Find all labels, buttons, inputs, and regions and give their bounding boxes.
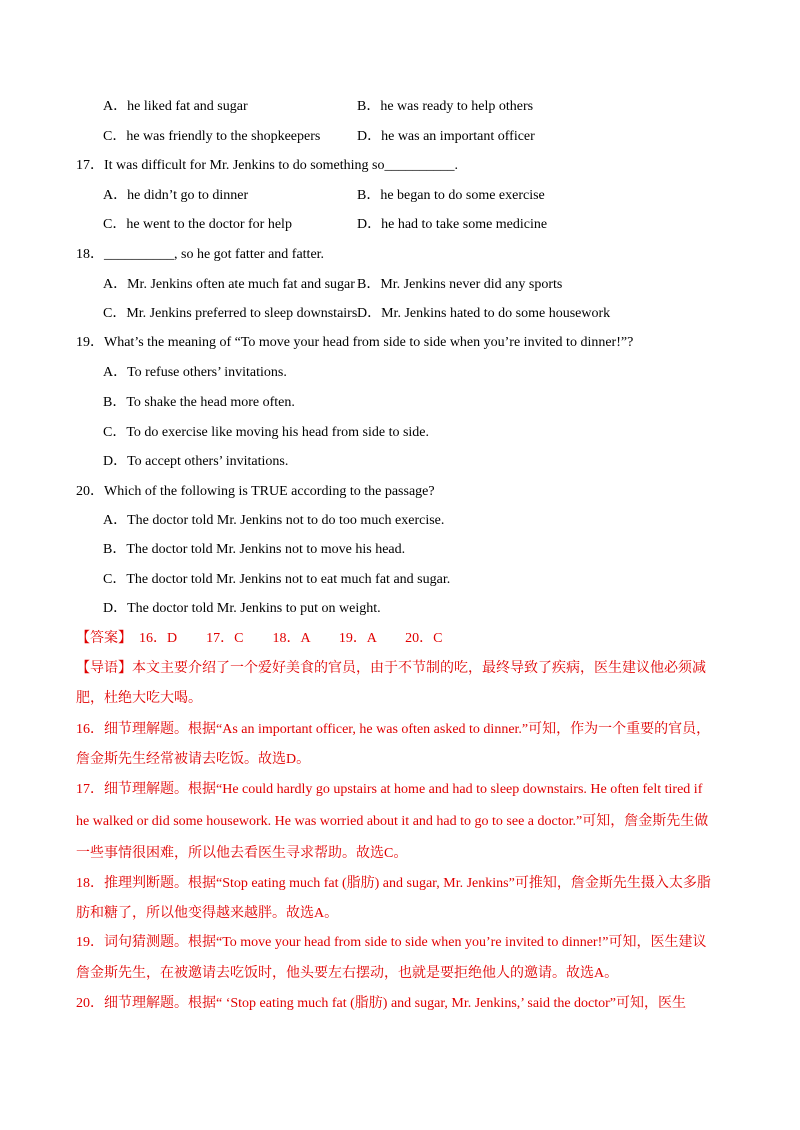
explanation-18-line-1: 18．推理判断题。根据“Stop eating much fat (脂肪) and sugar, Mr. Jenkins”可推知，詹金斯先生摄入太多脂: [76, 876, 711, 891]
q19-option-a: A．To refuse others’ invitations.: [103, 365, 287, 380]
explanation-16-line-1: 16．细节理解题。根据“As an important officer, he was often asked to dinner.”可知，作为一个重要的官员，: [76, 722, 711, 737]
q17-option-b: B．he began to do some exercise: [357, 188, 545, 203]
explanation-20-line-1: 20．细节理解题。根据“ ‘Stop eating much fat (脂肪) and sugar, Mr. Jenkins,’ said the doctor”可知，医生: [76, 996, 687, 1011]
guide-line-1: [76, 660, 706, 678]
explanation-19-line-1: 19．词句猜测题。根据“To move your head from side to side when you’re invited to dinner!”可知，医生建议: [76, 935, 707, 950]
q18-option-a: A．Mr. Jenkins often ate much fat and sugar: [103, 277, 355, 292]
q16-option-a: A．he liked fat and sugar: [103, 99, 248, 114]
q18-option-b: B．Mr. Jenkins never did any sports: [357, 277, 563, 292]
q17-option-c: C．he went to the doctor for help: [103, 217, 292, 232]
explanation-16-line-2: 詹金斯先生经常被请去吃饭。故选D。: [76, 752, 311, 767]
explanation-17-line-1: 17．细节理解题。根据“He could hardly go upstairs at home and had to sleep downstairs. He often felt tired if: [76, 782, 703, 797]
q18-option-d: D．Mr. Jenkins hated to do some housework: [357, 306, 611, 321]
answer-item-18: 18．A: [272, 631, 310, 646]
q18-option-c: C．Mr. Jenkins preferred to sleep downstairs: [103, 306, 358, 321]
q17-stem: 17．It was difficult for Mr. Jenkins to do something so__________.: [76, 158, 458, 173]
q16-option-d: D．he was an important officer: [357, 129, 535, 144]
q16-option-b: B．he was ready to help others: [357, 99, 534, 114]
q18-stem: 18．__________, so he got fatter and fatter.: [76, 247, 325, 262]
q20-option-b: B．The doctor told Mr. Jenkins not to move his head.: [103, 542, 406, 557]
q17-option-d: D．he had to take some medicine: [357, 217, 548, 232]
answer-item-20: 20．C: [405, 631, 443, 646]
explanation-18-line-2: 肪和糖了，所以他变得越来越胖。故选A。: [76, 906, 339, 921]
answer-item-19: 19．A: [338, 631, 377, 646]
explanation-19-line-2: 詹金斯先生，在被邀请去吃饭时，他头要左右摆动，也就是要拒绝他人的邀请。故选A。: [76, 966, 619, 981]
guide-text-1: 本文主要介绍了一个爱好美食的官员，由于不节制的吃，最终导致了疾病，医生建议他必须减: [132, 661, 706, 676]
q20-option-d: D．The doctor told Mr. Jenkins to put on weight.: [103, 601, 381, 616]
q20-stem: 20．Which of the following is TRUE according to the passage?: [76, 484, 435, 499]
answer-section: [76, 630, 443, 648]
explanation-17-line-2: he walked or did some housework. He was worried about it and had to go to see a doctor.”可知，詹金斯先生做: [76, 814, 709, 829]
q19-option-b: B．To shake the head more often.: [103, 395, 295, 410]
q16-option-c: C．he was friendly to the shopkeepers: [103, 129, 321, 144]
guide-label: 【导语】: [76, 661, 132, 676]
guide-line-2: 肥，杜绝大吃大喝。: [76, 691, 202, 706]
explanation-17-line-3: 一些事情很困难，所以他去看医生寻求帮助。故选C。: [76, 846, 408, 861]
q17-option-a: A．he didn’t go to dinner: [103, 188, 249, 203]
answer-item-17: 17．C: [206, 631, 244, 646]
q20-option-c: C．The doctor told Mr. Jenkins not to eat much fat and sugar.: [103, 572, 451, 587]
answer-label: 【答案】: [76, 631, 132, 646]
answer-item-16: 16．D: [139, 631, 178, 646]
q19-stem: 19．What’s the meaning of “To move your head from side to side when you’re invited to dinner!”?: [76, 335, 634, 350]
q19-option-d: D．To accept others’ invitations.: [103, 454, 289, 469]
q20-option-a: A．The doctor told Mr. Jenkins not to do too much exercise.: [103, 513, 445, 528]
q19-option-c: C．To do exercise like moving his head from side to side.: [103, 425, 430, 440]
